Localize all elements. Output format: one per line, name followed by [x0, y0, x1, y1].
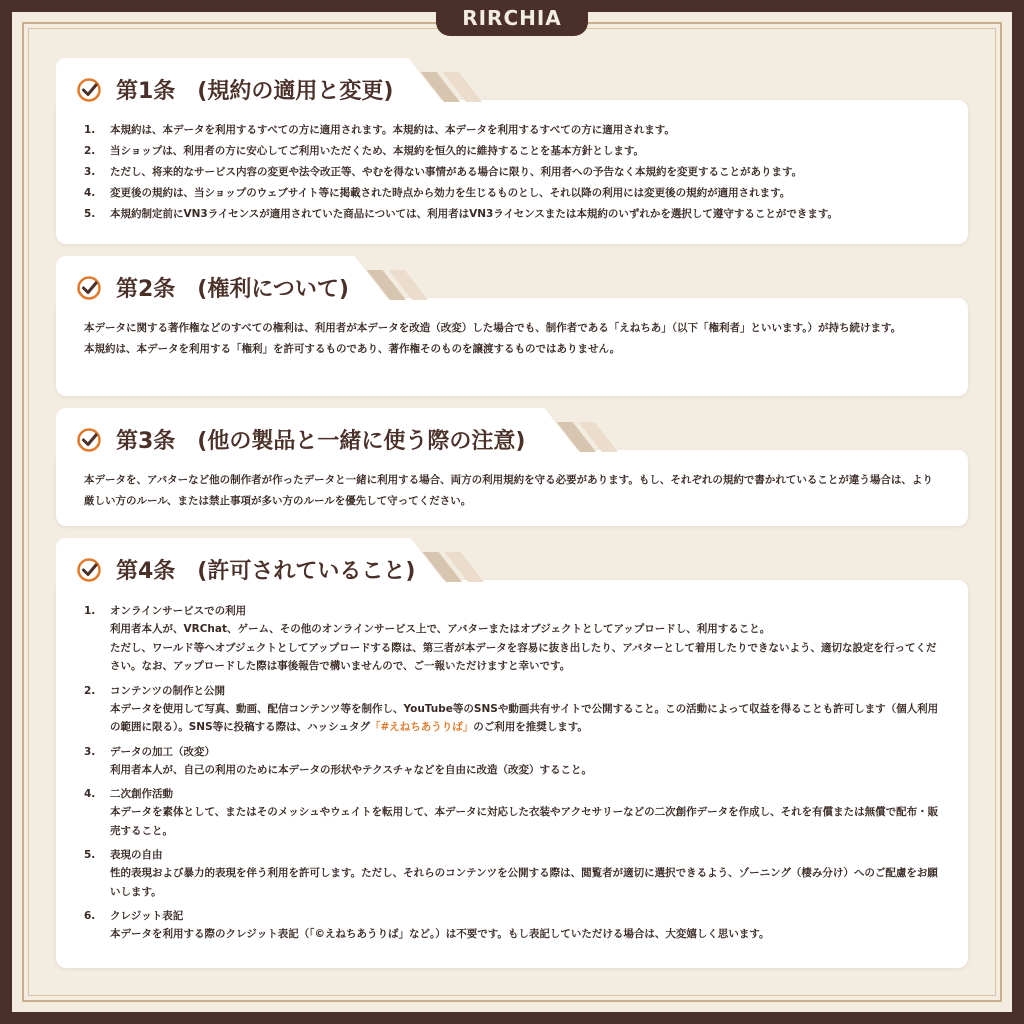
section-title: 第3条 (他の製品と一緒に使う際の注意)	[116, 429, 526, 454]
list-item: 1. オンラインサービスでの利用 利用者本人が、VRChat、ゲーム、その他のオンラインサービス上で、アバターまたはオブジェクトとしてアップロードし、利用すること。 ただし、ワールド等へオブジェクトとしてアップロードする際は、第三者が本データを容易に抜き出したり、アバターとして着用したりできないよう、適切な設定を行ってください。なお、アップロードした際は事後報告で構いませんので、ご一報いただけますと幸いです。	[84, 605, 937, 672]
list-item: 3. ただし、将来的なサービス内容の変更や法令改正等、やむを得ない事情がある場合に限り、利用者への予告なく本規約を変更することがあります。	[84, 166, 803, 178]
article-list	[84, 120, 940, 225]
list-item: 5. 本規約制定前にVN3ライセンスが適用されていた商品については、利用者はVN3ライセンスまたは本規約のいずれかを選択して遵守することができます。	[84, 208, 838, 220]
section-1	[56, 58, 968, 244]
list-item: 6. クレジット表記 本データを利用する際のクレジット表記（「©えねちあうりば」など。）は不要です。もし表記していただける場合は、大変嬉しく思います。	[84, 910, 770, 940]
section-heading	[76, 272, 349, 303]
brand-logo: RIRCHIA	[436, 0, 588, 36]
paragraph: 本データを、アバターなど他の制作者が作ったデータと一緒に利用する場合、両方の利用規約を守る必要があります。もし、それぞれの規約で書かれていることが違う場合は、より厳しい方のルール、または禁止事項が多い方のルールを優先して守ってください。	[84, 474, 933, 507]
section-2	[56, 256, 968, 396]
list-item: 4. 二次創作活動 本データを素体として、またはそのメッシュやウェイトを転用して、本データに対応した衣装やアクセサリーなどの二次創作データを作成し、それを有償または無償で配布・販売すること。	[84, 788, 939, 837]
section-heading	[76, 74, 393, 105]
check-circle-icon	[76, 275, 102, 301]
section-title: 第4条 (許可されていること)	[116, 559, 416, 584]
section-heading	[76, 424, 525, 455]
section-3	[56, 408, 968, 526]
check-circle-icon	[76, 557, 102, 583]
check-circle-icon	[76, 77, 102, 103]
list-item: 2. コンテンツの制作と公開 本データを使用して写真、動画、配信コンテンツ等を制作し、YouTube等のSNSや動画共有サイトで公開すること。この活動によって収益を得ることも許可します（個人利用の範囲に限る）。SNS等に投稿する際は、ハッシュタグ「#えねちあうりば」のご利用を推奨します。	[84, 684, 939, 733]
list-item: 2. 当ショップは、利用者の方に安心してご利用いただくため、本規約を恒久的に維持することを基本方針とします。	[84, 145, 645, 157]
list-item: 4. 変更後の規約は、当ショップのウェブサイト等に掲載された時点から効力を生じるものとし、それ以降の利用には変更後の規約が適用されます。	[84, 187, 791, 199]
section-title: 第1条 (規約の適用と変更)	[116, 79, 394, 104]
hashtag: 「#えねちあうりば」	[369, 721, 474, 733]
list-item: 1. 本規約は、本データを利用するすべての方に適用されます。本規約は、本データを利用するすべての方に適用されます。	[84, 124, 675, 136]
list-item: 5. 表現の自由 性的表現および暴力的表現を伴う利用を許可します。ただし、それらのコンテンツを公開する際は、閲覧者が適切に選択できるよう、ゾーニング（棲み分け）へのご配慮をお願いします。	[84, 849, 938, 898]
section-title: 第2条 (権利について)	[116, 277, 349, 302]
section-4	[56, 538, 968, 968]
check-circle-icon	[76, 427, 102, 453]
section-heading	[76, 554, 415, 585]
list-item: 3. データの加工（改変） 利用者本人が、自己の利用のために本データの形状やテクスチャなどを自由に改造（改変）すること。	[84, 745, 592, 776]
paragraph: 本規約は、本データを利用する「権利」を許可するものであり、著作権そのものを譲渡するものではありません。	[84, 343, 621, 355]
paragraph: 本データに関する著作権などのすべての権利は、利用者が本データを改造（改変）した場合でも、制作者である「えねちあ」（以下「権利者」といいます。）が持ち続けます。	[84, 322, 902, 334]
